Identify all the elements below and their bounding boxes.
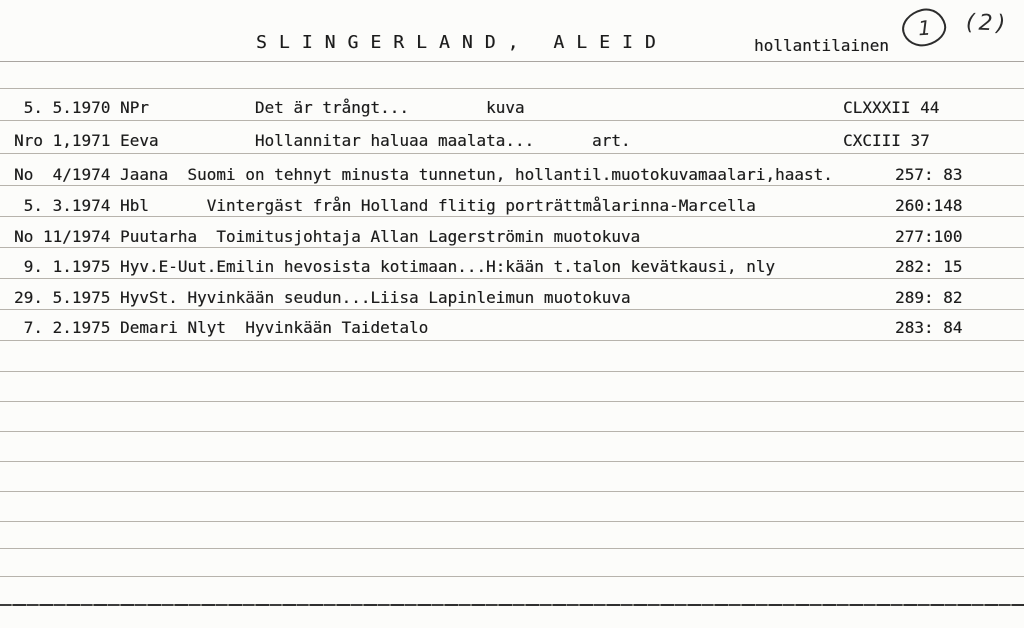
entry-ref: 260:148 bbox=[895, 196, 963, 215]
ruled-line bbox=[0, 401, 1024, 402]
ruled-line bbox=[0, 371, 1024, 372]
entry-text: 9. 1.1975 Hyv.E-Uut.Emilin hevosista kotimaan...H:kään t.talon kevätkausi, nly bbox=[14, 257, 775, 276]
ruled-line bbox=[0, 576, 1024, 577]
ruled-line bbox=[0, 278, 1024, 279]
ruled-line bbox=[0, 548, 1024, 549]
entry-text: 5. 3.1974 Hbl Vintergäst från Holland flitig porträttmålarinna-Marcella bbox=[14, 196, 756, 215]
ruled-line bbox=[0, 340, 1024, 341]
ruled-line bbox=[0, 247, 1024, 248]
ruled-line bbox=[0, 153, 1024, 154]
ruled-line bbox=[0, 461, 1024, 462]
ruled-line bbox=[0, 185, 1024, 186]
entry-ref: 257: 83 bbox=[895, 165, 963, 184]
card-title-name: S L I N G E R L A N D , A L E I D bbox=[256, 32, 657, 53]
circled-number: 1 bbox=[916, 15, 932, 40]
card-bottom-edge bbox=[0, 604, 1024, 606]
entry-text: 29. 5.1975 HyvSt. Hyvinkään seudun...Liisa Lapinleimun muotokuva bbox=[14, 288, 631, 307]
entry-text: No 4/1974 Jaana Suomi on tehnyt minusta tunnetun, hollantil.muotokuvamaalari,haast. bbox=[14, 165, 833, 184]
entry-text: 7. 2.1975 Demari Nlyt Hyvinkään Taidetalo bbox=[14, 318, 429, 337]
entry-text: 5. 5.1970 NPr Det är trångt... kuva bbox=[14, 98, 525, 117]
paren-number-annotation: (2) bbox=[965, 10, 1010, 37]
entry-text: Nro 1,1971 Eeva Hollannitar haluaa maalata... art. bbox=[14, 131, 631, 150]
ruled-line bbox=[0, 120, 1024, 121]
ruled-line bbox=[0, 309, 1024, 310]
ruled-line bbox=[0, 61, 1024, 62]
entry-text: No 11/1974 Puutarha Toimitusjohtaja Allan Lagerströmin muotokuva bbox=[14, 227, 641, 246]
ruled-line bbox=[0, 521, 1024, 522]
ruled-line bbox=[0, 431, 1024, 432]
entry-ref: 289: 82 bbox=[895, 288, 963, 307]
ruled-line bbox=[0, 216, 1024, 217]
handwritten-circle-annotation bbox=[898, 4, 950, 51]
entry-ref: 282: 15 bbox=[895, 257, 963, 276]
card-descriptor: hollantilainen bbox=[754, 36, 889, 55]
entry-ref: 277:100 bbox=[895, 227, 963, 246]
entry-ref: CLXXXII 44 bbox=[843, 98, 940, 117]
entry-ref: 283: 84 bbox=[895, 318, 963, 337]
ruled-line bbox=[0, 88, 1024, 89]
entry-ref: CXCIII 37 bbox=[843, 131, 930, 150]
ruled-line bbox=[0, 491, 1024, 492]
